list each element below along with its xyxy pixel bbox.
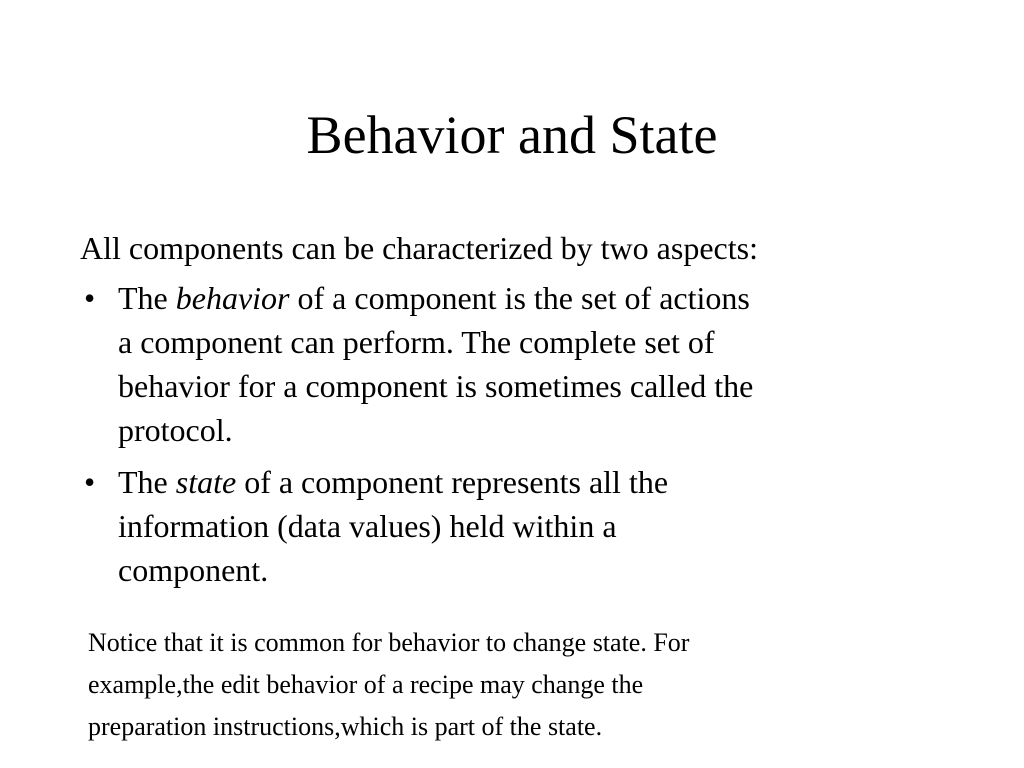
note-text (88, 622, 948, 748)
term-behavior: behavior (175, 280, 290, 316)
note-line: Notice that it is common for behavior to change state. For (88, 628, 690, 657)
bullet-dot: • (84, 464, 96, 500)
note-line: example,the edit behavior of a recipe may change the (88, 670, 644, 699)
slide-title: Behavior and State (306, 105, 718, 165)
bullet-text: of a component represents all the (236, 464, 669, 500)
bullet-prefix: The (118, 464, 176, 500)
bullet-item-behavior (80, 276, 940, 452)
intro-text: All components can be characterized by two aspects: (80, 230, 758, 266)
bullet-line (118, 276, 940, 320)
slide-body (80, 226, 940, 600)
bullet-text: of a component is the set of actions (289, 280, 750, 316)
bullet-item-state (80, 460, 940, 592)
bullet-line: component. (118, 552, 269, 588)
bullet-line: a component can perform. The complete set of (118, 324, 715, 360)
bullet-dot: • (84, 280, 96, 316)
bullet-line: protocol. (118, 412, 233, 448)
term-state: state (175, 464, 237, 500)
bullet-line: behavior for a component is sometimes called the (118, 368, 754, 404)
bullet-line (118, 460, 940, 504)
bullet-list (80, 276, 940, 592)
bullet-prefix: The (118, 280, 176, 316)
bullet-line: information (data values) held within a (118, 508, 617, 544)
note-line: preparation instructions,which is part of the state. (88, 712, 603, 741)
